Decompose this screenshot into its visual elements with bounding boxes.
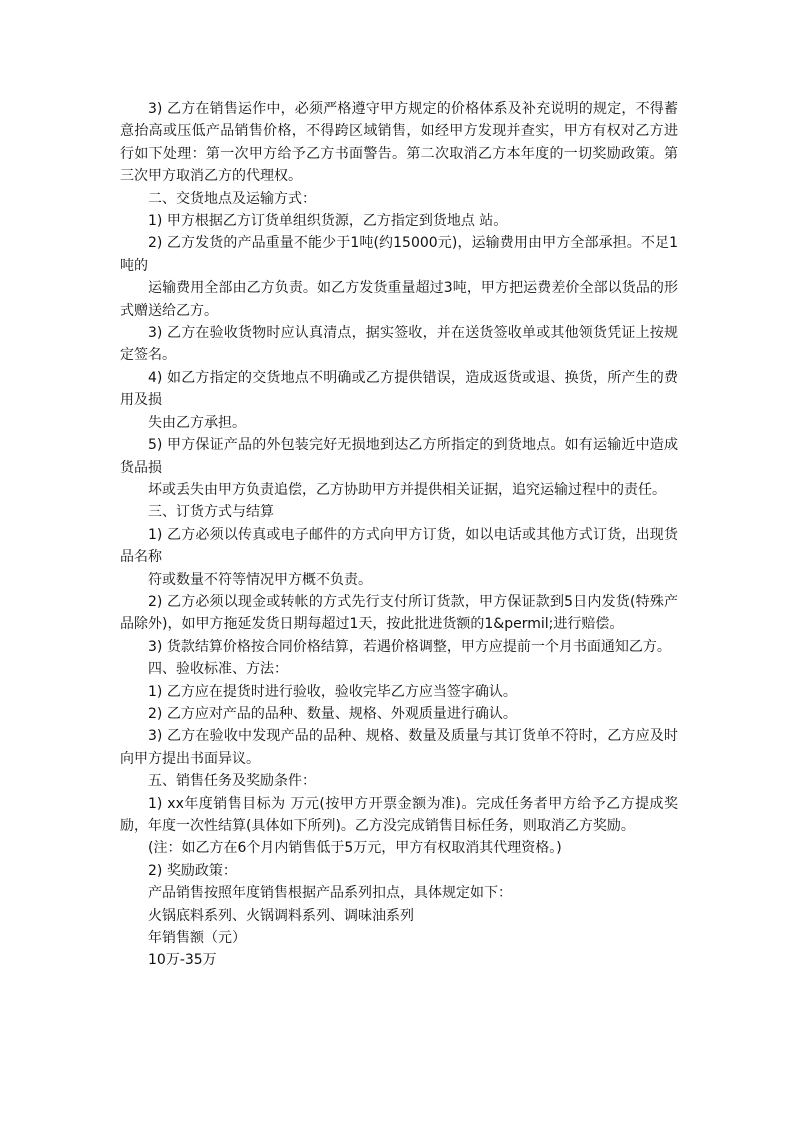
sales-range-line: 10万-35万 bbox=[148, 952, 217, 969]
section-heading-ordering: 三、订货方式与结算 bbox=[148, 504, 274, 521]
clause-delivery-2-continued: 运输费用全部由乙方负责。如乙方发货重量超过3吨，甲方把运费差价全部以货品的形式赠送给乙方。 bbox=[120, 280, 678, 319]
clause-delivery-2: 2) 乙方发货的产品重量不能少于1吨(约15000元)，运输费用由甲方全部承担。不足1吨的 bbox=[120, 235, 678, 274]
clause-acceptance-3: 3) 乙方在验收中发现产品的品种、规格、数量及质量与其订货单不符时，乙方应及时向甲方提出书面异议。 bbox=[120, 728, 678, 767]
clause-ordering-3: 3) 货款结算价格按合同价格结算，若遇价格调整，甲方应提前一个月书面通知乙方。 bbox=[148, 638, 671, 655]
clause-sales-target-1: 1) xx年度销售目标为 万元(按甲方开票金额为准)。完成任务者甲方给予乙方提成奖励，年度一次性结算(具体如下所列)。乙方没完成销售目标任务，则取消乙方奖励。 bbox=[120, 795, 678, 834]
clause-delivery-1: 1) 甲方根据乙方订货单组织货源，乙方指定到货地点 站。 bbox=[148, 213, 508, 230]
clause-ordering-1-continued: 符或数量不符等情况甲方概不负责。 bbox=[148, 571, 372, 588]
clause-3-price-system: 3) 乙方在销售运作中，必须严格遵守甲方规定的价格体系及补充说明的规定，不得蓄意抬高或压低产品销售价格，不得跨区域销售，如经甲方发现并查实，甲方有权对乙方进行如下处理：第一次甲方给予乙方书面警告。第二次取消乙方本年度的一切奖励政策。第三次甲方取消乙方的代理权。 bbox=[120, 101, 678, 185]
clause-delivery-3: 3) 乙方在验收货物时应认真清点，据实签收，并在送货签收单或其他领货凭证上按规定签名。 bbox=[120, 325, 678, 364]
section-heading-sales-targets: 五、销售任务及奖励条件： bbox=[148, 773, 316, 790]
section-heading-acceptance: 四、验收标准、方法： bbox=[148, 661, 288, 678]
reward-rule-intro: 产品销售按照年度销售根据产品系列扣点，具体规定如下： bbox=[148, 885, 512, 902]
clause-reward-policy: 2) 奖励政策： bbox=[148, 862, 237, 879]
clause-sales-target-note: (注：如乙方在6个月内销售低于5万元，甲方有权取消其代理资格。) bbox=[148, 840, 562, 857]
clause-delivery-5-continued: 坏或丢失由甲方负责追偿，乙方协助甲方并提供相关证据，追究运输过程中的责任。 bbox=[148, 481, 666, 498]
clause-ordering-2: 2) 乙方必须以现金或转帐的方式先行支付所订货款，甲方保证款到5日内发货(特殊产品除外)，如甲方拖延发货日期每超过1天，按此批进货额的1&permil;进行赔偿。 bbox=[120, 593, 678, 633]
clause-acceptance-1: 1) 乙方应在提货时进行验收，验收完毕乙方应当签字确认。 bbox=[148, 683, 517, 700]
clause-delivery-4-continued: 失由乙方承担。 bbox=[148, 414, 246, 431]
clause-acceptance-2: 2) 乙方应对产品的品种、数量、规格、外观质量进行确认。 bbox=[148, 705, 517, 722]
section-heading-delivery: 二、交货地点及运输方式： bbox=[148, 190, 316, 207]
contract-body bbox=[120, 98, 678, 972]
clause-delivery-5: 5) 甲方保证产品的外包装完好无损地到达乙方所指定的到货地点。如有运输近中造成货品损 bbox=[120, 437, 678, 476]
product-series-line: 火锅底料系列、火锅调料系列、调味油系列 bbox=[148, 907, 414, 924]
clause-ordering-1: 1) 乙方必须以传真或电子邮件的方式向甲方订货，如以电话或其他方式订货，出现货品名称 bbox=[120, 526, 678, 566]
annual-sales-label: 年销售额（元） bbox=[148, 930, 246, 947]
clause-delivery-4: 4) 如乙方指定的交货地点不明确或乙方提供错误，造成返货或退、换货，所产生的费用及损 bbox=[120, 369, 678, 409]
